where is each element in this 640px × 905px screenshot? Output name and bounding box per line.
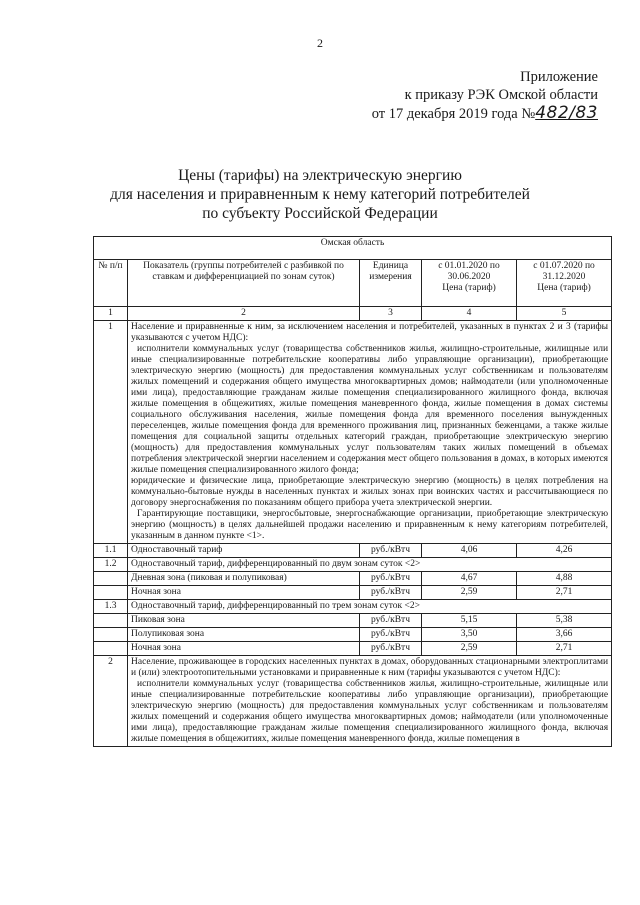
row-unit: руб./кВтч xyxy=(360,586,422,600)
title-line-1: Цены (тарифы) на электрическую энергию xyxy=(178,167,462,184)
row-unit: руб./кВтч xyxy=(360,628,422,642)
section-2-paragraph: Население, проживающее в городских населенных пунктах в домах, оборудованных стационарными электроплитами и (или) электроотопительными установками и приравненные к ним (тарифы указываются с учетом НДС): xyxy=(131,657,609,678)
appendix-header xyxy=(372,68,598,123)
row-label: Дневная зона (пиковая и полупиковая) xyxy=(128,572,360,586)
row-value-period-2: 2,71 xyxy=(517,642,612,656)
appendix-line-2: к приказу РЭК Омской области xyxy=(404,87,598,103)
row-label: Ночная зона xyxy=(128,586,360,600)
col-number: 5 xyxy=(517,307,612,321)
tariff-rows xyxy=(94,544,612,656)
appendix-line-1: Приложение xyxy=(520,69,598,85)
row-label: Одноставочный тариф, дифференцированный по трем зонам суток <2> xyxy=(128,600,612,614)
row-number xyxy=(94,614,128,628)
row-label: Полупиковая зона xyxy=(128,628,360,642)
section-1-num: 1 xyxy=(94,321,128,544)
column-number-row xyxy=(94,307,612,321)
document-title xyxy=(0,166,640,223)
section-2-paragraph: исполнители коммунальных услуг (товарищества собственников жилья, жилищно-строительные, жилищные или иные специализированные потребительские кооперативы либо управляющие организации), приобретающие электрическую энергию (мощность) для предоставления коммунальных услуг собственникам и пользователям жилых помещений и содержания общего имущества многоквартирных домов; наймодатели (или уполномоченные ими лица), предоставляющие гражданам жилые помещения специализированного жилищного фонда, включая жилые помещения в общежитиях, жилые помещения маневренного фонда, жилые помещения в xyxy=(131,679,609,744)
period-2-dates: с 01.07.2020 по 31.12.2020 xyxy=(533,261,595,282)
row-value-period-2: 4,88 xyxy=(517,572,612,586)
row-number: 1.3 xyxy=(94,600,128,614)
row-value-period-1: 4,06 xyxy=(422,544,517,558)
row-unit: руб./кВтч xyxy=(360,642,422,656)
appendix-line-3 xyxy=(372,104,598,123)
row-unit: руб./кВтч xyxy=(360,614,422,628)
row-number xyxy=(94,586,128,600)
table-row xyxy=(94,600,612,614)
header-indicator: Показатель (группы потребителей с разбивкой по ставкам и дифференциацией по зонам суток) xyxy=(128,260,360,307)
period-1-price-label: Цена (тариф) xyxy=(442,283,496,293)
col-number: 4 xyxy=(422,307,517,321)
header-period-1 xyxy=(422,260,517,307)
row-value-period-2: 4,26 xyxy=(517,544,612,558)
order-number: 482/83 xyxy=(535,103,598,123)
table-row xyxy=(94,558,612,572)
period-2-price-label: Цена (тариф) xyxy=(537,283,591,293)
tariff-table xyxy=(93,236,612,747)
row-label: Ночная зона xyxy=(128,642,360,656)
header-unit: Единица измерения xyxy=(360,260,422,307)
section-2-row xyxy=(94,656,612,747)
table-row xyxy=(94,614,612,628)
section-1-text xyxy=(128,321,612,544)
row-unit: руб./кВтч xyxy=(360,544,422,558)
section-1-row xyxy=(94,321,612,544)
col-number: 2 xyxy=(128,307,360,321)
table-row xyxy=(94,544,612,558)
section-1-paragraph: Население и приравненные к ним, за исключением населения и потребителей, указанных в пунктах 2 и 3 (тарифы указываются с учетом НДС): xyxy=(131,322,609,343)
table-row xyxy=(94,572,612,586)
row-unit: руб./кВтч xyxy=(360,572,422,586)
row-value-period-2: 3,66 xyxy=(517,628,612,642)
table-row xyxy=(94,642,612,656)
section-1-paragraph: исполнители коммунальных услуг (товарищества собственников жилья, жилищно-строительные, жилищные или иные специализированные потребительские кооперативы либо управляющие организации), приобретающие электрическую энергию (мощность) для предоставления коммунальных услуг собственникам и пользователям жилых помещений и содержания общего имущества многоквартирных домов; наймодатели (или уполномоченные ими лица), предоставляющие гражданам жилые помещения специализированного жилищного фонда, включая жилые помещения в общежитиях, жилые помещения маневренного фонда, жилые помещения в домах системы социального обслуживания населения, жилые помещения фонда для временного поселения вынужденных переселенцев, жилые помещения фонда для временного проживания лиц, признанных беженцами, а также жилые помещения для социальной защиты отдельных категорий граждан, приобретающие электрическую энергию (мощность) для предоставления коммунальных услуг пользователям таких жилых помещений в объемах потребления электрической энергии населением и содержания мест общего пользования в домах, в которых имеются жилые помещения специализированного жилого фонда; xyxy=(131,344,609,475)
row-value-period-2: 2,71 xyxy=(517,586,612,600)
section-1-paragraph: юридические и физические лица, приобретающие электрическую энергию (мощность) в целях потребления на коммунально-бытовые нужды в населенных пунктах и жилых зонах при воинских частях и рассчитывающиеся по договору энергоснабжения по показаниям общего прибора учета электрической энергии. xyxy=(131,476,609,508)
header-period-2 xyxy=(517,260,612,307)
row-value-period-1: 4,67 xyxy=(422,572,517,586)
appendix-date: от 17 декабря 2019 года № xyxy=(371,106,536,122)
row-label: Одноставочный тариф xyxy=(128,544,360,558)
section-1-paragraph: Гарантирующие поставщики, энергосбытовые, энергоснабжающие организации, приобретающие электрическую энергию (мощность) в целях дальнейшей продажи населению и приравненным к нему категориям потребителей, указанным в данном пункте <1>. xyxy=(131,509,609,541)
col-number: 1 xyxy=(94,307,128,321)
col-number: 3 xyxy=(360,307,422,321)
row-number xyxy=(94,628,128,642)
row-number xyxy=(94,642,128,656)
region-cell: Омская область xyxy=(94,237,612,260)
row-value-period-1: 2,59 xyxy=(422,586,517,600)
row-value-period-1: 5,15 xyxy=(422,614,517,628)
row-label: Одноставочный тариф, дифференцированный по двум зонам суток <2> xyxy=(128,558,612,572)
row-value-period-1: 2,59 xyxy=(422,642,517,656)
row-number: 1.2 xyxy=(94,558,128,572)
table-row xyxy=(94,628,612,642)
header-num: № п/п xyxy=(94,260,128,307)
row-value-period-2: 5,38 xyxy=(517,614,612,628)
table-row xyxy=(94,586,612,600)
section-2-text xyxy=(128,656,612,747)
period-1-dates: с 01.01.2020 по 30.06.2020 xyxy=(438,261,500,282)
title-line-3: по субъекту Российской Федерации xyxy=(202,205,438,222)
row-number xyxy=(94,572,128,586)
row-number: 1.1 xyxy=(94,544,128,558)
page-number: 2 xyxy=(317,36,323,50)
title-line-2: для населения и приравненным к нему категорий потребителей xyxy=(110,186,530,203)
row-label: Пиковая зона xyxy=(128,614,360,628)
row-value-period-1: 3,50 xyxy=(422,628,517,642)
section-2-num: 2 xyxy=(94,656,128,747)
